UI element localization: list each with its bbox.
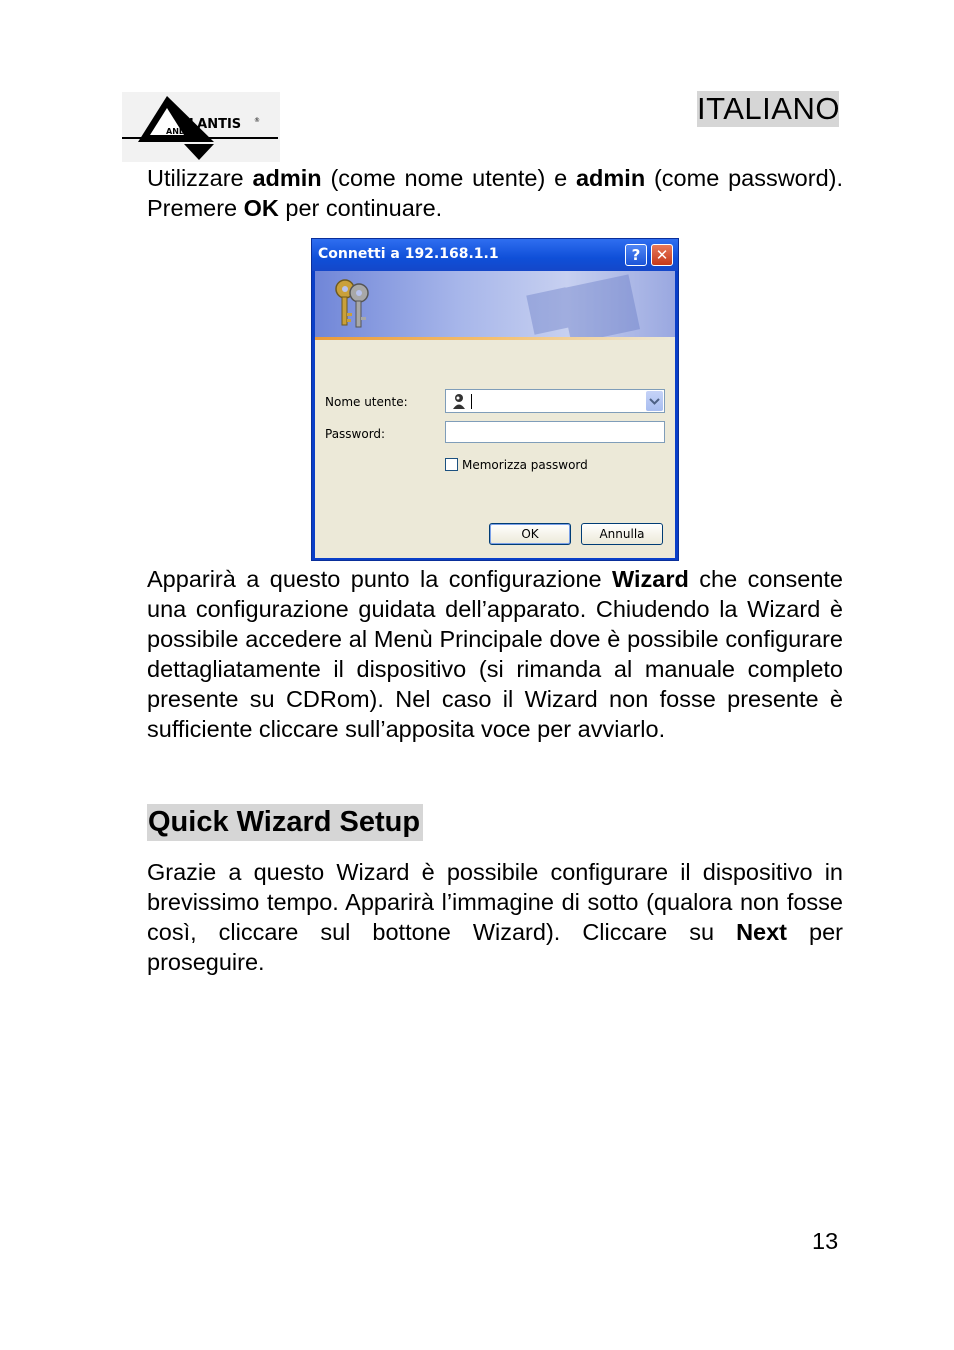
svg-text:TLANTIS: TLANTIS (180, 117, 242, 132)
remember-password-checkbox[interactable] (445, 458, 458, 471)
password-value: admin (575, 165, 646, 191)
dialog-titlebar (312, 239, 678, 271)
username-combo[interactable] (445, 389, 665, 413)
username-value: admin (252, 165, 322, 191)
page-number: 13 (812, 1228, 839, 1254)
next-keyword: Next (736, 919, 787, 945)
close-button[interactable]: ✕ (651, 244, 673, 266)
dialog-title: Connetti a 192.168.1.1 (318, 246, 499, 262)
ok-button[interactable]: OK (489, 523, 571, 545)
section-paragraph: Grazie a questo Wizard è possibile configurare il dispositivo in brevissimo tempo. Apparirà l’immagine di sotto (qualora non fosse così, cliccare sul bottone Wizard). Cliccare su Next per proseguire. (147, 859, 843, 975)
chevron-down-icon[interactable] (646, 391, 663, 411)
ok-keyword: OK (243, 195, 279, 221)
banner-stripe (315, 337, 675, 340)
password-label: Password: (325, 427, 386, 441)
help-button[interactable]: ? (625, 244, 647, 266)
wizard-paragraph: Apparirà a questo punto la configurazione Wizard che consente una configurazione guidata dell’apparato. Chiudendo la Wizard è possibile accedere al Menù Principale dove è possibile configurare dettagliatamente il dispositivo (si rimanda al manuale completo presente su CDRom). Nel caso il Wizard non fosse presente è sufficiente cliccare sull’apposita voce per avviarlo. (147, 566, 843, 742)
intro-paragraph: Utilizzare admin (come nome utente) e admin (come password). Premere OK per continuare. (147, 165, 844, 221)
keys-icon (336, 280, 368, 327)
dialog-banner (315, 271, 675, 337)
login-dialog (311, 238, 679, 561)
section-heading: Quick Wizard Setup (147, 804, 423, 841)
text-caret (471, 394, 472, 409)
password-input[interactable] (445, 421, 665, 443)
cancel-button[interactable]: Annulla (581, 523, 663, 545)
svg-text:AND: AND (166, 127, 186, 136)
svg-text:®: ® (254, 117, 260, 124)
atlantis-logo (122, 92, 280, 162)
language-label: ITALIANO (697, 91, 840, 126)
wizard-keyword: Wizard (612, 566, 689, 592)
username-label: Nome utente: (325, 395, 408, 409)
remember-password-label[interactable]: Memorizza password (462, 458, 588, 472)
user-icon (452, 393, 466, 409)
dialog-body (315, 271, 675, 558)
